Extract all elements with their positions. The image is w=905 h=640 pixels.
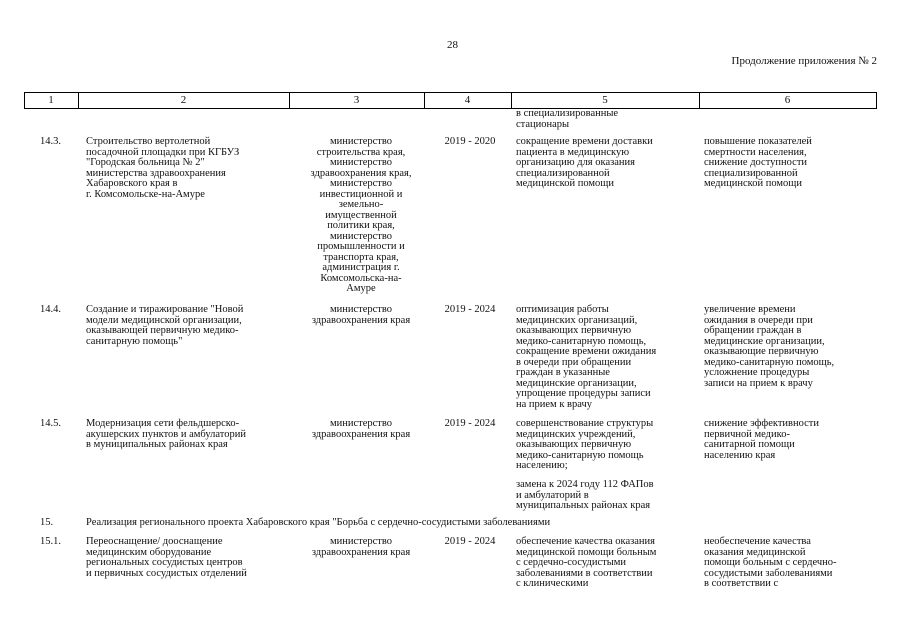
row-14-3-name: Строительство вертолетной посадочной площадки при КГБУЗ "Городская больница № 2" министерства здравоохранения Хабаровского края в г. Комсомольске-на-Амуре — [86, 136, 240, 200]
row-14-5-consequence: снижение эффективности первичной медико- санитарной помощи населению края — [704, 418, 819, 461]
header-col-1: 1 — [48, 94, 54, 106]
carry-over-result: в специализированные стационары — [516, 108, 619, 130]
section-15-title: Реализация регионального проекта Хабаровского края "Борьба с сердечно-сосудистыми заболеваниями — [86, 517, 551, 528]
row-14-5-result: совершенствование структуры медицинских учреждений, оказывающих первичную медико-санитарную помощь населению; — [516, 418, 654, 471]
row-14-4-years: 2019 - 2024 — [444, 304, 496, 315]
table-header — [24, 92, 877, 109]
row-14-5-result-continued: замена к 2024 году 112 ФАПов и амбулаторий в муниципальных районах края — [516, 479, 654, 511]
row-14-4-name: Создание и тиражирование "Новой модели медицинской организации, оказывающей первичную медико- санитарную помощь" — [86, 304, 244, 347]
row-14-5-executor: министерство здравоохранения края — [311, 418, 411, 440]
header-col-4: 4 — [464, 94, 471, 106]
header-col-6: 6 — [784, 94, 791, 106]
row-14-5-years: 2019 - 2024 — [444, 418, 496, 429]
row-14-5-name: Модернизация сети фельдшерско- акушерских пунктов и амбулаторий в муниципальных районах края — [86, 418, 246, 450]
header-col-5: 5 — [602, 94, 608, 106]
header-col-2: 2 — [180, 94, 187, 106]
page-number: 28 — [447, 39, 458, 51]
header-col-3: 3 — [353, 94, 360, 106]
row-15-1-years: 2019 - 2024 — [444, 536, 496, 547]
row-15-1-executor: министерство здравоохранения края — [311, 536, 411, 558]
row-15-1-result: обеспечение качества оказания медицинской помощи больным с сердечно-сосудистыми заболеваниями в соответствии с клиническими — [516, 536, 657, 589]
row-14-4-consequence: увеличение времени ожидания в очереди при обращении граждан в медицинские организации, оказывающие первичную медико-санитарную помощь, усложнение процедуры записи на прием к врачу — [704, 304, 835, 389]
row-15-1-name: Переоснащение/ дооснащение медицинским оборудование региональных сосудистых центров и первичных сосудистых отделений — [86, 536, 247, 579]
row-14-4-result: оптимизация работы медицинских организаций, оказывающих первичную медико-санитарную помощь, сокращение времени ожидания в очереди при обращении граждан в указанные медицинские организации, упрощение процедуры записи на прием к врачу — [516, 304, 657, 410]
row-14-3-num: 14.3. — [40, 136, 61, 147]
row-15-1-consequence: необеспечение качества оказания медицинской помощи больным с сердечно- сосудистыми заболеваниями в соответствии с — [704, 536, 837, 589]
section-15-num: 15. — [40, 517, 54, 528]
row-14-3-years: 2019 - 2020 — [444, 136, 496, 147]
row-14-3-executor: министерство строительства края, министерство здравоохранения края, министерство инвестиционной и земельно- имущественной политики края, министерство промышленности и транспорта края, администрация г. Комсомольска-на- Амуре — [310, 136, 412, 294]
row-14-4-num: 14.4. — [40, 304, 61, 315]
row-14-5-num: 14.5. — [40, 418, 61, 429]
header-border-right — [876, 93, 877, 108]
row-14-3-consequence: повышение показателей смертности населения, снижение доступности специализированной медицинской помощи — [704, 136, 812, 189]
appendix-continuation: Продолжение приложения № 2 — [731, 55, 877, 67]
row-14-4-executor: министерство здравоохранения края — [311, 304, 411, 326]
row-14-3-result: сокращение времени доставки пациента в медицинскую организацию для оказания специализированной медицинской помощи — [516, 136, 653, 189]
row-15-1-num: 15.1. — [40, 536, 61, 547]
